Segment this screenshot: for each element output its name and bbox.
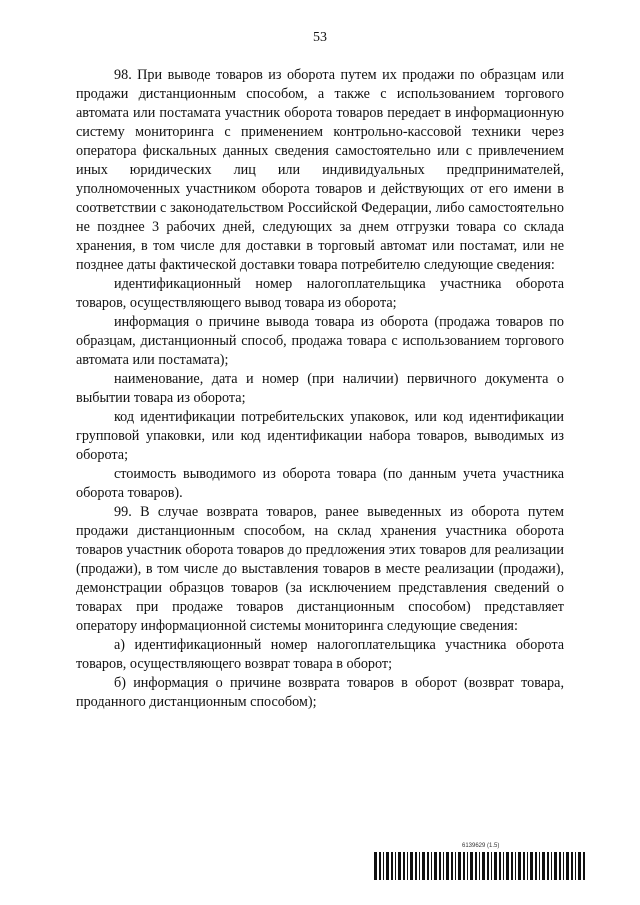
- document-body: [76, 66, 564, 712]
- list-item: а) идентификационный номер налогоплательщика участника оборота товаров, осуществляющего возврат товара в оборот;: [76, 637, 564, 672]
- list-item: б) информация о причине возврата товаров в оборот (возврат товара, проданного дистанционным способом);: [76, 675, 564, 710]
- page-number: 53: [313, 30, 327, 45]
- list-item: информация о причине вывода товара из оборота (продажа товаров по образцам, дистанционный способ, продажа товара с использованием торгового автомата или постамата);: [76, 314, 564, 368]
- list-item: наименование, дата и номер (при наличии) первичного документа о выбытии товара из оборота;: [76, 371, 564, 406]
- barcode-icon: [374, 852, 586, 880]
- paragraph-99: 99. В случае возврата товаров, ранее выведенных из оборота путем продажи дистанционным способом, на склад хранения участника оборота товаров участник оборота товаров до предложения этих товаров для реализации (продажи), в том числе до выставления товаров в месте реализации (продажи), демонстрации образцов товаров (за исключением представления сведений о товарах при продаже товаров дистанционным способом) представляет оператору информационной системы мониторинга следующие сведения:: [76, 504, 564, 634]
- paragraph-98: 98. При выводе товаров из оборота путем их продажи по образцам или продажи дистанционным способом, а также с использованием торгового автомата или постамата участник оборота товаров передает в информационную систему мониторинга с применением контрольно-кассовой техники через оператора фискальных данных сведения самостоятельно или с привлечением иных юридических лиц или индивидуальных предпринимателей, уполномоченных участником оборота товаров и действующих от его имени в соответствии с законодательством Российской Федерации, либо самостоятельно не позднее 3 рабочих дней, следующих за днем отгрузки товара со склада хранения, в том числе для доставки в торговый автомат или постамат, или не позднее даты фактической доставки товара потребителю следующие сведения:: [76, 67, 564, 273]
- list-item: стоимость выводимого из оборота товара (по данным учета участника оборота товаров).: [76, 466, 564, 501]
- barcode-block: [374, 843, 586, 880]
- barcode-caption: 6139629 (1.5): [462, 843, 500, 849]
- list-item: идентификационный номер налогоплательщика участника оборота товаров, осуществляющего вывод товара из оборота;: [76, 276, 564, 311]
- list-item: код идентификации потребительских упаковок, или код идентификации групповой упаковки, или код идентификации набора товаров, выводимых из оборота;: [76, 409, 564, 463]
